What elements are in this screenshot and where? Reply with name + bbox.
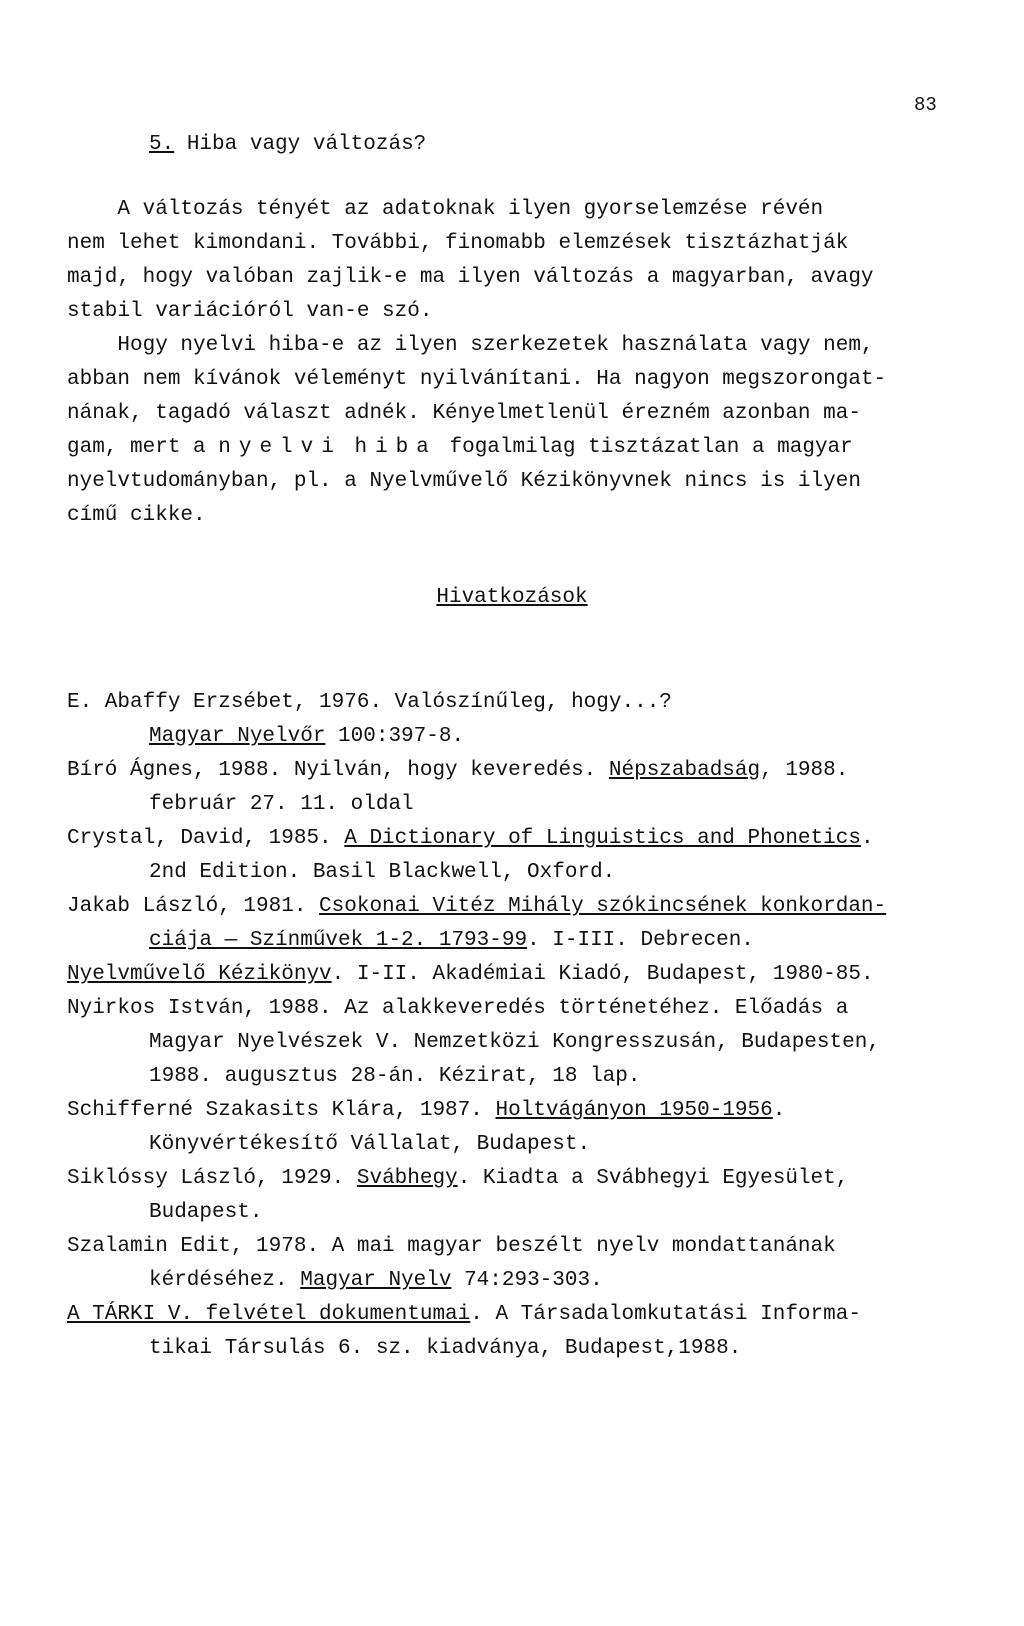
reference-line bbox=[67, 822, 967, 856]
reference-text: Könyvértékesítő Vállalat, Budapest. bbox=[149, 1133, 591, 1156]
section-title: Hiba vagy változás? bbox=[186, 133, 427, 156]
reference-text: kérdéséhez. bbox=[149, 1269, 301, 1292]
reference-text: Siklóssy László, 1929. bbox=[67, 1167, 357, 1190]
reference-entry bbox=[67, 1298, 967, 1366]
paragraph-line: nyelvtudományban, pl. a Nyelvművelő Kézikönyvnek nincs is ilyen bbox=[67, 470, 861, 493]
paragraph-2 bbox=[67, 329, 967, 533]
reference-text: Magyar Nyelvészek V. Nemzetközi Kongresszusán, Budapesten, bbox=[149, 1031, 880, 1054]
reference-line bbox=[67, 1128, 967, 1162]
page-number: 83 bbox=[914, 94, 937, 116]
reference-line bbox=[67, 788, 967, 822]
reference-entry bbox=[67, 958, 967, 992]
reference-text: . I-II. Akadémiai Kiadó, Budapest, 1980-85. bbox=[331, 963, 874, 986]
reference-entry bbox=[67, 754, 967, 822]
reference-text: tikai Társulás 6. sz. kiadványa, Budapest,1988. bbox=[149, 1337, 742, 1360]
paragraph-line: nem lehet kimondani. További, finomabb elemzések tisztázhatják bbox=[67, 232, 849, 255]
reference-line bbox=[67, 856, 967, 890]
reference-line bbox=[67, 1196, 967, 1230]
text-run bbox=[342, 436, 355, 459]
reference-text: . Kiadta a Svábhegyi Egyesület, bbox=[457, 1167, 849, 1190]
reference-entry bbox=[67, 822, 967, 890]
reference-line bbox=[67, 1162, 967, 1196]
reference-title: Magyar Nyelv bbox=[300, 1269, 452, 1292]
reference-line bbox=[67, 890, 967, 924]
reference-text: . bbox=[860, 827, 874, 850]
reference-line bbox=[67, 1230, 967, 1264]
paragraph-line: nának, tagadó választ adnék. Kényelmetlenül érezném azonban ma- bbox=[67, 402, 861, 425]
reference-text: Schifferné Szakasits Klára, 1987. bbox=[67, 1099, 496, 1122]
reference-text: Crystal, David, 1985. bbox=[67, 827, 345, 850]
reference-title: Holtvágányon 1950-1956 bbox=[495, 1099, 773, 1122]
reference-title: Csokonai Vitéz Mihály szókincsének konkordan- bbox=[319, 895, 887, 918]
reference-line bbox=[67, 924, 967, 958]
references-list bbox=[67, 686, 967, 1366]
reference-text: Budapest. bbox=[149, 1201, 263, 1224]
reference-entry bbox=[67, 1230, 967, 1298]
reference-line bbox=[67, 1026, 967, 1060]
paragraph-1 bbox=[67, 193, 967, 329]
reference-entry bbox=[67, 890, 967, 958]
paragraph-line bbox=[67, 431, 967, 465]
section-heading bbox=[149, 133, 426, 156]
reference-line bbox=[67, 1264, 967, 1298]
reference-text: 2nd Edition. Basil Blackwell, Oxford. bbox=[149, 861, 616, 884]
reference-text: 74:293-303. bbox=[451, 1269, 603, 1292]
text-run: gam, mert a bbox=[67, 436, 219, 459]
emphasis-word: hiba bbox=[354, 436, 437, 459]
reference-title: A TÁRKI V. felvétel dokumentumai bbox=[67, 1303, 471, 1326]
reference-text: Nyirkos István, 1988. Az alakkeveredés történetéhez. Előadás a bbox=[67, 997, 849, 1020]
reference-entry bbox=[67, 1162, 967, 1230]
paragraph-line: majd, hogy valóban zajlik-e ma ilyen változás a magyarban, avagy bbox=[67, 266, 874, 289]
paragraph-line: abban nem kívánok véleményt nyilvánítani. Ha nagyon megszorongat- bbox=[67, 368, 887, 391]
reference-text: . I-III. Debrecen. bbox=[527, 929, 754, 952]
emphasis-word: nyelvi bbox=[218, 436, 342, 459]
reference-text: . bbox=[772, 1099, 786, 1122]
reference-text: , 1988. bbox=[760, 759, 849, 782]
references-heading: Hivatkozások bbox=[436, 586, 588, 609]
reference-line bbox=[67, 1094, 967, 1128]
reference-text: Jakab László, 1981. bbox=[67, 895, 320, 918]
reference-line bbox=[67, 1332, 967, 1366]
reference-entry bbox=[67, 1094, 967, 1162]
reference-title: Nyelvművelő Kézikönyv bbox=[67, 963, 332, 986]
reference-line bbox=[67, 1298, 967, 1332]
paragraph-line: stabil variációról van-e szó. bbox=[67, 300, 433, 323]
reference-text: E. Abaffy Erzsébet, 1976. Valószínűleg, hogy...? bbox=[67, 691, 672, 714]
reference-line bbox=[67, 754, 967, 788]
reference-line bbox=[67, 720, 967, 754]
reference-line bbox=[67, 686, 967, 720]
reference-title: A Dictionary of Linguistics and Phonetics bbox=[344, 827, 861, 850]
reference-text: Bíró Ágnes, 1988. Nyilván, hogy keveredés. bbox=[67, 759, 609, 782]
paragraph-line: című cikke. bbox=[67, 504, 206, 527]
reference-line bbox=[67, 992, 967, 1026]
reference-text: . A Társadalomkutatási Informa- bbox=[470, 1303, 861, 1326]
paragraph-line: Hogy nyelvi hiba-e az ilyen szerkezetek használata vagy nem, bbox=[67, 334, 874, 357]
reference-text: 1988. augusztus 28-án. Kézirat, 18 lap. bbox=[149, 1065, 641, 1088]
reference-title: Magyar Nyelvőr bbox=[149, 725, 326, 748]
reference-text: Szalamin Edit, 1978. A mai magyar beszélt nyelv mondattanának bbox=[67, 1235, 836, 1258]
reference-text: február 27. 11. oldal bbox=[149, 793, 414, 816]
reference-entry bbox=[67, 686, 967, 754]
text-run: fogalmilag tisztázatlan a magyar bbox=[436, 436, 853, 459]
reference-text: 100:397-8. bbox=[325, 725, 465, 748]
reference-title: ciája — Színművek 1-2. 1793-99 bbox=[149, 929, 528, 952]
reference-line bbox=[67, 958, 967, 992]
reference-line bbox=[67, 1060, 967, 1094]
reference-title: Népszabadság bbox=[608, 759, 761, 782]
paragraph-line: A változás tényét az adatoknak ilyen gyorselemzése révén bbox=[67, 198, 824, 221]
section-number: 5. bbox=[149, 133, 175, 156]
reference-title: Svábhegy bbox=[356, 1167, 458, 1190]
reference-entry bbox=[67, 992, 967, 1094]
